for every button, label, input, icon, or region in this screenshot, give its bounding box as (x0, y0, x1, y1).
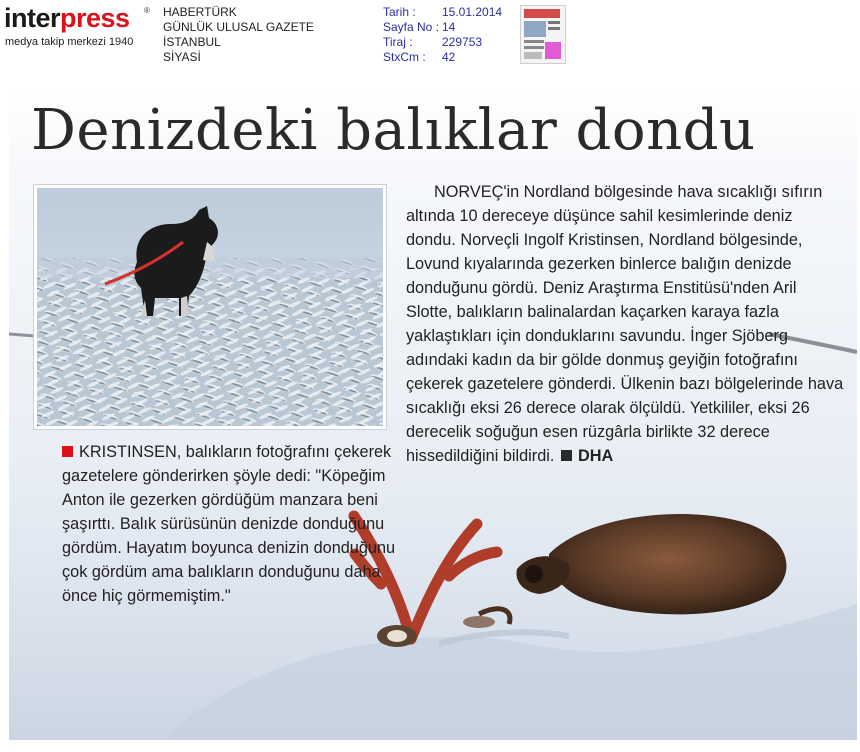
source-info (163, 5, 314, 65)
thumb-block (524, 52, 542, 59)
thumb-line (524, 46, 544, 49)
meta-date-value: 15.01.2014 (442, 5, 503, 19)
meta-page-value: 14 (442, 20, 456, 34)
thumb-line (548, 21, 560, 24)
quote-text: balıkların fotoğrafını çekerek gazetelere gönderirken şöyle dedi: "Köpeğim Anton ile gezerken gördüğüm manzara beni şaşırttı. Balık sürüsünün denizde donduğunu gördüm. Hayatım boyunca denizin donduğunu çok gördüm ama balıkların donduğunu daha önce hiç görmemiştim." (62, 443, 396, 605)
thumb-masthead (524, 9, 560, 18)
meta-date-label: Tarih : (383, 5, 416, 19)
bullet-square-icon (62, 446, 73, 457)
thumb-line (524, 40, 544, 43)
article-credit: DHA (577, 447, 614, 465)
meta-stxcm-value: 42 (442, 50, 456, 64)
quote-block (62, 440, 402, 608)
source-section: SİYASİ (163, 50, 201, 64)
end-square-icon (561, 450, 572, 461)
source-type: GÜNLÜK ULUSAL GAZETE (163, 20, 314, 34)
thumb-highlight (545, 42, 561, 59)
article-body (406, 180, 846, 468)
frozen-fish-photo (34, 185, 386, 429)
main-paragraph: NORVEÇ'in Nordland bölgesinde hava sıcaklığı sıfırın altında 10 dereceye düşünce sahil kesimlerinde deniz dondu. Norveçli Ingolf Kristinsen, Nordland bölgesinde, Lovund kıyalarında gezerken binlerce balığın denizde donduğunu gördü. Deniz Araştırma Enstitüsü'nden Aril Slotte, balıkların balinalardan kaçarken karaya fazla yaklaştıkları için donduklarını savundu. İnger Sjöberg adındaki kadın da bir gölde donmuş geyiğin fotoğrafını çekerek gazetelere gönderdi. Ülkenin bazı bölgelerinde hava sıcaklığı eksi 26 derece olarak ölçüldü. Yetkililer, eksi 26 derecelik soğuğun esen rüzgârla birlikte 32 derece hissedildiğini bildirdi. (406, 183, 844, 465)
meta-circulation-value: 229753 (442, 35, 483, 49)
quote-lead: KRISTINSEN, (79, 443, 182, 461)
logo-word-inter: inter (4, 3, 61, 33)
meta-page-label: Sayfa No : (383, 20, 440, 34)
dog-on-frozen-fish-image (37, 188, 383, 426)
page-thumbnail[interactable] (520, 5, 566, 64)
article-clipping (9, 84, 857, 740)
meta-stxcm-label: StxCm : (383, 50, 426, 64)
thumb-photo (524, 21, 546, 37)
article-headline: Denizdeki balıklar dondu (31, 98, 756, 163)
logo-wordmark (4, 4, 130, 32)
source-city: İSTANBUL (163, 35, 221, 49)
logo-tagline: medya takip merkezi 1940 (5, 36, 134, 48)
thumb-line (548, 27, 560, 30)
logo-word-press: press (60, 3, 130, 33)
registered-mark: ® (144, 6, 150, 15)
interpress-logo (4, 4, 154, 50)
meta-circulation-label: Tiraj : (383, 35, 413, 49)
source-paper: HABERTÜRK (163, 5, 237, 19)
